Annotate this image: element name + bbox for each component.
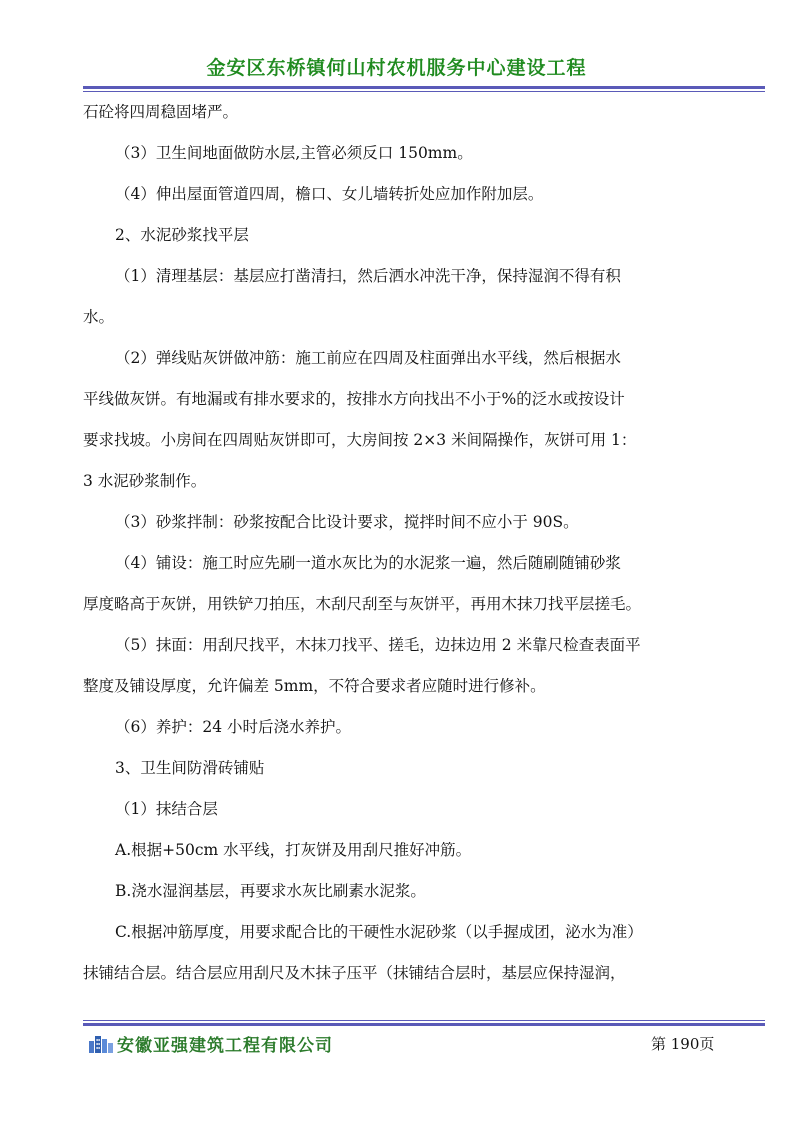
text-line: （1）清理基层：基层应打凿清扫，然后洒水冲洗干净，保持湿润不得有积 <box>115 267 621 285</box>
text-line: （1）抹结合层 <box>115 800 218 818</box>
text-line: 水。 <box>83 308 115 326</box>
document-title: 金安区东桥镇何山村农机服务中心建设工程 <box>206 57 587 79</box>
section-heading: 3、卫生间防滑砖铺贴 <box>115 759 265 777</box>
footer-rule-thin <box>83 1020 765 1021</box>
company-name: 安徽亚强建筑工程有限公司 <box>117 1036 333 1056</box>
text-line: 3 水泥砂浆制作。 <box>83 472 207 490</box>
text-line: 整度及铺设厚度，允许偏差 5mm，不符合要求者应随时进行修补。 <box>83 677 546 695</box>
header-rule-thick <box>83 86 765 89</box>
text-line: （5）抹面：用刮尺找平，木抹刀找平、搓毛，边抹边用 2 米靠尺检查表面平 <box>115 636 641 654</box>
building-logo-icon <box>88 1033 114 1053</box>
text-line: 平线做灰饼。有地漏或有排水要求的，按排水方向找出不小于%的泛水或按设计 <box>83 390 625 408</box>
text-line: 要求找坡。小房间在四周贴灰饼即可，大房间按 2×3 米间隔操作，灰饼可用 1： <box>83 431 637 449</box>
text-line: （3）卫生间地面做防水层,主管必须反口 150mm。 <box>115 144 473 162</box>
text-line: （2）弹线贴灰饼做冲筋：施工前应在四周及柱面弹出水平线，然后根据水 <box>115 349 621 367</box>
text-line: B.浇水湿润基层，再要求水灰比刷素水泥浆。 <box>115 882 426 900</box>
text-line: （4）伸出屋面管道四周，檐口、女儿墙转折处应加作附加层。 <box>115 185 544 203</box>
text-line: C.根据冲筋厚度，用要求配合比的干硬性水泥砂浆（以手握成团，泌水为准） <box>115 923 643 941</box>
text-line: 石砼将四周稳固堵严。 <box>83 103 239 121</box>
text-line: （3）砂浆拌制：砂浆按配合比设计要求，搅拌时间不应小于 90S。 <box>115 513 579 531</box>
text-line: A.根据+50cm 水平线，打灰饼及用刮尺推好冲筋。 <box>115 841 472 859</box>
header-rule-thin <box>83 91 765 92</box>
text-line: 厚度略高于灰饼，用铁铲刀拍压，木刮尺刮至与灰饼平，再用木抹刀找平层搓毛。 <box>83 595 642 613</box>
text-line: （4）铺设：施工时应先刷一道水灰比为的水泥浆一遍，然后随刷随铺砂浆 <box>115 554 621 572</box>
text-line: 抹铺结合层。结合层应用刮尺及木抹子压平（抹铺结合层时，基层应保持湿润， <box>83 964 626 982</box>
footer-rule-thick <box>83 1023 765 1026</box>
section-heading: 2、水泥砂浆找平层 <box>115 226 249 244</box>
text-line: （6）养护：24 小时后浇水养护。 <box>115 718 352 736</box>
page-number: 第 190页 <box>651 1035 715 1053</box>
